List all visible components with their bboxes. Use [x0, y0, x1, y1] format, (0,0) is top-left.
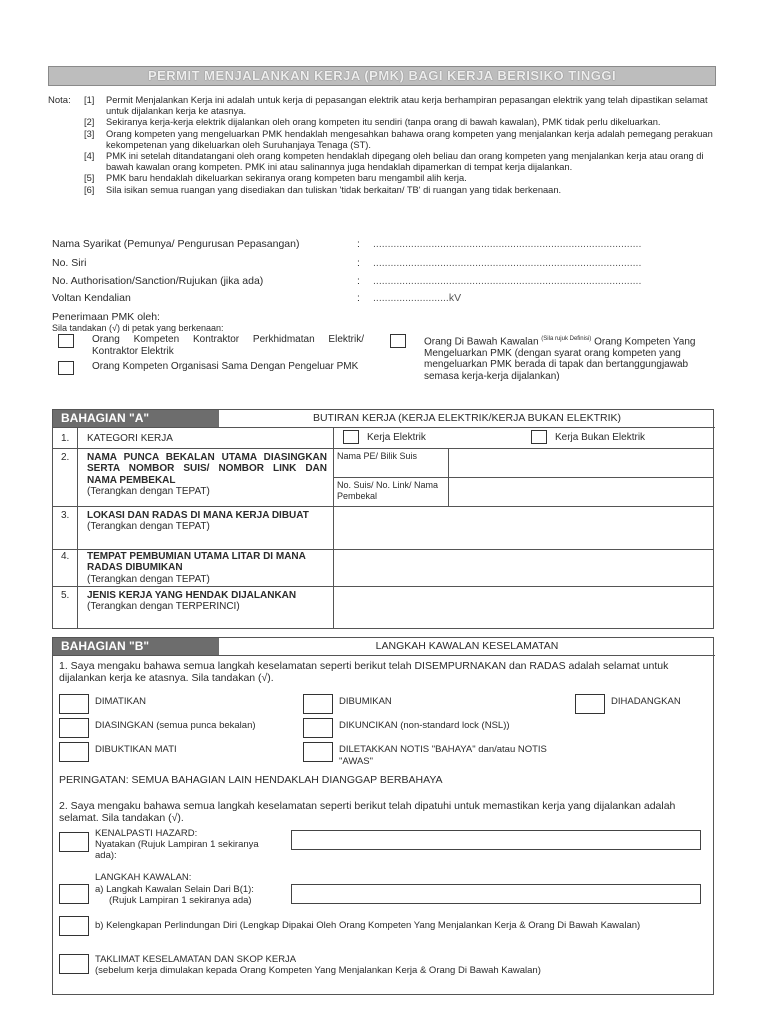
nota-num: [6] [84, 184, 95, 195]
voltan-label: Voltan Kendalian [52, 292, 131, 304]
checkbox-dimatikan[interactable] [59, 694, 89, 714]
divider [77, 428, 78, 628]
siri-row [52, 257, 673, 269]
opt-bawah-kawalan [424, 334, 706, 382]
langkah-a-cell [95, 884, 254, 906]
nota-item [84, 95, 714, 117]
taklimat-sub: (sebelum kerja dimulakan kepada Orang Kompeten Yang Menjalankan Kerja & Orang Di Bawah Kawalan) [95, 965, 541, 976]
kerja-bukan-elektrik-label: Kerja Bukan Elektrik [555, 432, 646, 443]
dimatikan-label: DIMATIKAN [95, 696, 147, 707]
opt-bawah-kawalan-label: Orang Di Bawah Kawalan [424, 336, 539, 348]
opt-organisasi-label: Orang Kompeten Organisasi Sama Dengan Pengeluar PMK [92, 361, 359, 372]
colon: : [357, 292, 360, 304]
checkbox-kontraktor[interactable] [58, 334, 74, 348]
auth-label: No. Authorisation/Sanction/Rujukan (jika ada) [52, 275, 264, 287]
divider [53, 586, 713, 587]
nota-label: Nota: [48, 95, 71, 106]
checkbox-langkah-a[interactable] [59, 884, 89, 904]
bahagian-a-tag: BAHAGIAN "A" [53, 410, 219, 427]
nota-num: [4] [84, 151, 95, 162]
bahagian-b-tag: BAHAGIAN "B" [53, 638, 219, 655]
colon: : [357, 238, 360, 250]
row-number: 3. [61, 510, 70, 521]
pembumian-note: (Terangkan dengan TEPAT) [87, 573, 210, 585]
checkbox-kerja-bukan-elektrik[interactable] [531, 430, 547, 444]
pengakuan-2: 2. Saya mengaku bahawa semua langkah keselamatan seperti berikut telah dipatuhi untuk memastikan kerja yang dijalankan adalah selamat. Sila tandakan (√). [59, 800, 676, 824]
row-number: 4. [61, 551, 70, 562]
hazard-title: KENALPASTI HAZARD: [95, 828, 198, 839]
divider [333, 428, 334, 628]
bahagian-a-header [53, 410, 715, 428]
checkbox-dikuncikan[interactable] [303, 718, 333, 738]
penerimaan-hint: Sila tandakan (√) di petak yang berkenaan: [52, 323, 224, 333]
nota-item [84, 151, 714, 173]
divider [53, 506, 713, 507]
langkah-a-input[interactable] [291, 884, 701, 904]
nota-num: [3] [84, 128, 95, 139]
lokasi-label: LOKASI DAN RADAS DI MANA KERJA DIBUAT [87, 510, 309, 521]
jenis-kerja-note: (Terangkan dengan TERPERINCI) [87, 601, 240, 613]
peringatan-text: PERINGATAN: SEMUA BAHAGIAN LAIN HENDAKLAH DIANGGAP BERBAHAYA [59, 774, 443, 786]
langkah-a-label: a) Langkah Kawalan Selain Dari B(1): [95, 884, 254, 895]
no-suis-label: No. Suis/ No. Link/ Nama Pembekal [337, 480, 439, 502]
bahagian-b-title: LANGKAH KAWALAN KESELAMATAN [375, 640, 559, 652]
nota-text: PMK baru hendaklah dikeluarkan sekiranya orang kompeten baru mengambil alih kerja. [106, 173, 467, 184]
nota-text: Sila isikan semua ruangan yang disediakan dan tuliskan 'tidak berkaitan/ TB' di ruangan yang tidak berkenaan. [106, 184, 562, 195]
nota-text: Sekiranya kerja-kerja elektrik dijalankan oleh orang kompeten itu sendiri (tanpa orang di bawah kawalan), PMK tidak perlu dikeluarkan. [106, 117, 661, 128]
checkbox-kerja-elektrik[interactable] [343, 430, 359, 444]
langkah-a-sub: (Rujuk Lampiran 1 sekiranya ada) [109, 895, 252, 906]
voltan-row [52, 292, 673, 304]
punca-bekalan-label: NAMA PUNCA BEKALAN UTAMA DIASINGKAN SERTA NOMBOR SUIS/ NOMBOR LINK DAN NAMA PEMBEKAL [87, 452, 327, 486]
hazard-sub: Nyatakan (Rujuk Lampiran 1 sekiranya ada): [95, 839, 259, 861]
row-number: 5. [61, 590, 70, 601]
dikuncikan-label: DIKUNCIKAN (non-standard lock (NSL)) [339, 720, 510, 731]
pengakuan-1: 1. Saya mengaku bahawa semua langkah keselamatan seperti berikut telah DISEMPURNAKAN dan RADAS adalah selamat untuk dijalankan kerja ke atasnya. Sila tandakan (√). [59, 660, 669, 684]
bahagian-b-header [53, 638, 715, 656]
nota-item [84, 173, 714, 184]
colon: : [357, 275, 360, 287]
checkbox-hazard[interactable] [59, 832, 89, 852]
bahagian-a [52, 409, 714, 629]
syarikat-row [52, 238, 673, 250]
nota-list [84, 95, 714, 196]
taklimat-title: TAKLIMAT KESELAMATAN DAN SKOP KERJA [95, 954, 297, 965]
nota-text: PMK ini setelah ditandatangani oleh orang kompeten hendaklah dipegang oleh beliau dan orang kompeten yang menjalankan kerja atau orang di bawah kawalan orang kompeten. PMK ini atau salinannya juga hendaklah dipamerkan di tempat kerja dijalankan. [106, 151, 704, 173]
punca-bekalan-cell [87, 452, 327, 497]
nota-num: [1] [84, 95, 95, 105]
lokasi-note: (Terangkan dengan TEPAT) [87, 521, 210, 533]
diletakkan-label: DILETAKKAN NOTIS "BAHAYA" dan/atau NOTIS "AWAS" [339, 744, 547, 767]
checkbox-organisasi[interactable] [58, 361, 74, 375]
taklimat-cell [95, 954, 705, 976]
checkbox-diasingkan[interactable] [59, 718, 89, 738]
punca-bekalan-note: (Terangkan dengan TEPAT) [87, 485, 210, 497]
dibuktikan-label: DIBUKTIKAN MATI [95, 744, 177, 755]
diasingkan-label: DIASINGKAN (semua punca bekalan) [95, 720, 256, 731]
voltan-field[interactable]: ..........................kV [373, 292, 462, 304]
dibumikan-label: DIBUMIKAN [339, 696, 392, 707]
kerja-elektrik-label: Kerja Elektrik [367, 432, 426, 443]
nota-text: Orang kompeten yang mengeluarkan PMK hendaklah mengesahkan bahawa orang kompeten yang menjalankan kerja adalah pemegang perakuan kekompetenan yang dikeluarkan oleh Suruhanjaya Tenaga (ST). [106, 128, 713, 150]
dihadangkan-label: DIHADANGKAN [611, 696, 681, 707]
checkbox-langkah-b[interactable] [59, 916, 89, 936]
divider [53, 448, 713, 449]
checkbox-dihadangkan[interactable] [575, 694, 605, 714]
siri-field[interactable]: ............................................................................................ [373, 257, 642, 269]
checkbox-diletakkan-notis[interactable] [303, 742, 333, 762]
nota-item [84, 117, 714, 128]
bahagian-a-title: BUTIRAN KERJA (KERJA ELEKTRIK/KERJA BUKAN ELEKTRIK) [312, 412, 622, 424]
checkbox-dibuktikan-mati[interactable] [59, 742, 89, 762]
penerimaan-label: Penerimaan PMK oleh: [52, 311, 160, 323]
syarikat-label: Nama Syarikat (Pemunya/ Pengurusan Pepasangan) [52, 238, 300, 250]
nota-item [84, 185, 714, 196]
siri-label: No. Siri [52, 257, 87, 269]
form-title: PERMIT MENJALANKAN KERJA (PMK) BAGI KERJA BERISIKO TINGGI [48, 66, 716, 86]
nama-pe-label: Nama PE/ Bilik Suis [337, 451, 418, 461]
nota-item [84, 129, 714, 151]
auth-row [52, 275, 673, 287]
checkbox-taklimat[interactable] [59, 954, 89, 974]
jenis-kerja-cell [87, 590, 327, 613]
hazard-cell [95, 828, 275, 861]
hazard-input[interactable] [291, 830, 701, 850]
nota-num: [2] [84, 117, 95, 128]
auth-field[interactable]: ............................................................................................ [373, 275, 642, 287]
checkbox-bawah-kawalan[interactable] [390, 334, 406, 348]
divider [53, 549, 713, 550]
lokasi-cell [87, 510, 327, 533]
nota-text: Permit Menjalankan Kerja ini adalah untuk kerja di pepasangan elektrik atau kerja berhampiran pepasangan elektrik yang telah dipastikan selamat untuk dijalankan kerja ke atasnya. [106, 95, 708, 117]
row-number: 2. [61, 452, 70, 463]
jenis-kerja-label: JENIS KERJA YANG HENDAK DIJALANKAN [87, 590, 297, 601]
divider [333, 477, 713, 478]
pembumian-cell [87, 551, 327, 585]
kategori-kerja-label: KATEGORI KERJA [87, 433, 173, 444]
langkah-b-label: b) Kelengkapan Perlindungan Diri (Lengkap Dipakai Oleh Orang Kompeten Yang Menjalankan Kerja & Orang Di Bawah Kawalan) [95, 920, 641, 931]
nota-num: [5] [84, 173, 95, 184]
opt-bawah-kawalan-desc: Orang Kompeten Yang Mengeluarkan PMK (dengan syarat orang kompeten yang mengeluarkan PMK berada di tapak dan bertanggungjawab semasa kerja-kerja dijalankan) [424, 336, 696, 382]
row-number: 1. [61, 433, 70, 444]
colon: : [357, 257, 360, 269]
langkah-title: LANGKAH KAWALAN: [95, 872, 192, 883]
checkbox-dibumikan[interactable] [303, 694, 333, 714]
opt-kontraktor-label: Orang Kompeten Kontraktor Perkhidmatan Elektrik/ Kontraktor Elektrik [92, 334, 364, 357]
syarikat-field[interactable]: ............................................................................................ [373, 238, 642, 250]
pembumian-label: TEMPAT PEMBUMIAN UTAMA LITAR DI MANA RADAS DIBUMIKAN [87, 551, 306, 574]
bahagian-b [52, 637, 714, 995]
definisi-note: (Sila rujuk Definisi) [541, 336, 592, 342]
